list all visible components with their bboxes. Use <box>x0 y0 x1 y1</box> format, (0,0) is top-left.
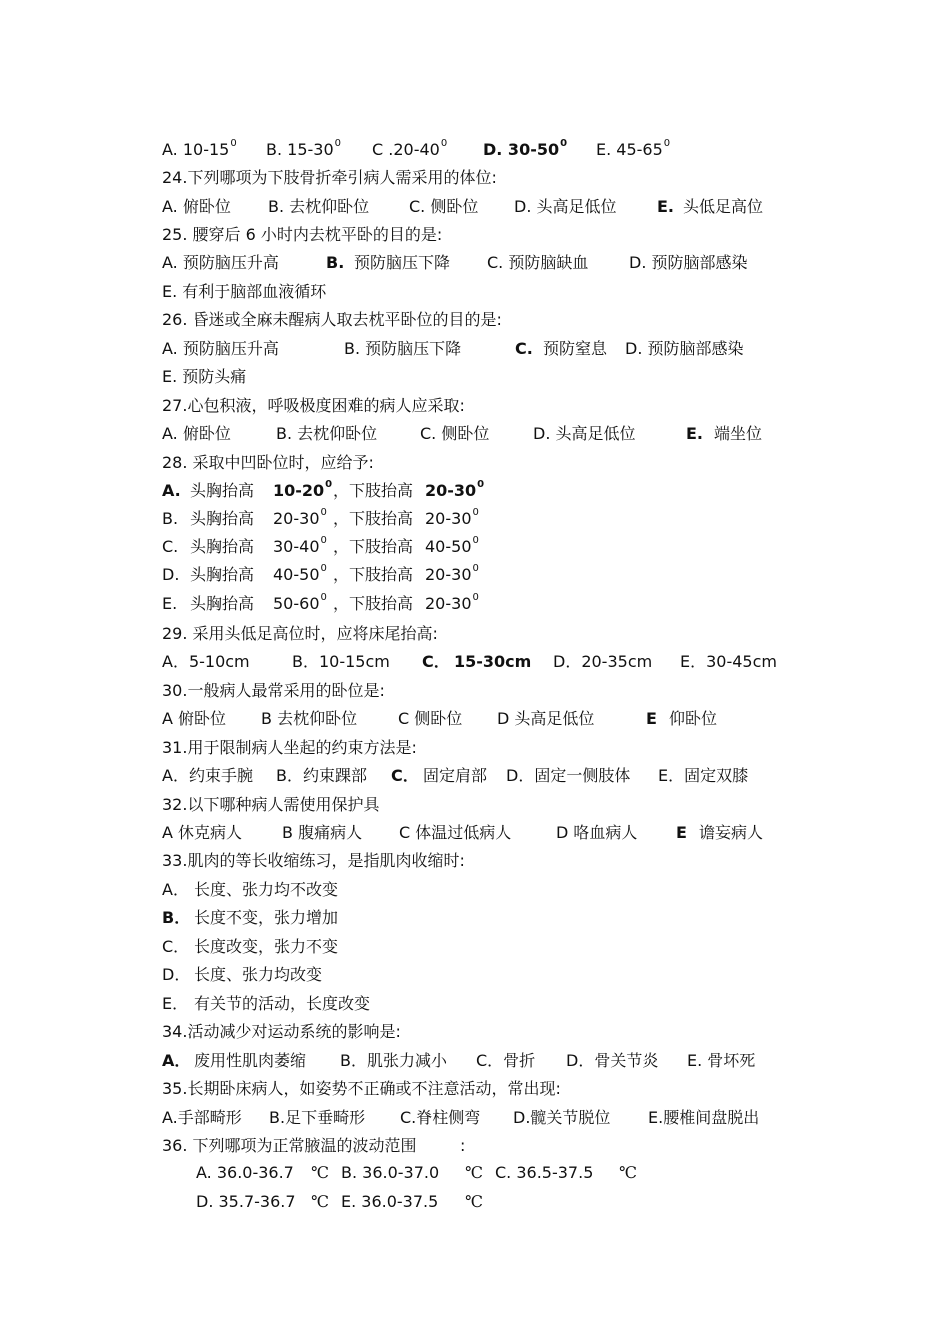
q27-option-a: A. 俯卧位 <box>162 424 231 443</box>
q35-option-e: E.腰椎间盘脱出 <box>648 1108 760 1127</box>
q36-stem: 36. 下列哪项为正常腋温的波动范围 <box>162 1136 417 1155</box>
q35-option-a: A.手部畸形 <box>162 1108 242 1127</box>
head-angle: $20-30^0$ <box>273 507 327 528</box>
q33-stem: 33.肌肉的等长收缩练习，是指肌肉收缩时: <box>162 851 465 870</box>
q36-unit-c: ℃ <box>619 1163 637 1182</box>
head-angle: $10-20^0$ <box>273 479 333 500</box>
option-text: 长度、张力均不改变 <box>194 880 339 899</box>
degree-mark: 0 <box>440 138 448 149</box>
q31-option-e: E．固定双膝 <box>658 766 749 785</box>
degree-mark: 0 <box>560 138 568 149</box>
q25-option-d: D. 预防脑部感染 <box>629 253 748 272</box>
q34-option-d: D．骨关节炎 <box>566 1051 659 1070</box>
degree-mark: 0 <box>334 138 342 149</box>
q36-unit-a: ℃ <box>311 1163 329 1182</box>
q26-option-c-text: 预防窒息 <box>543 339 608 358</box>
q23-option-e <box>596 140 670 163</box>
q34-option-b: B．肌张力减小 <box>340 1051 447 1070</box>
q27-option-c: C. 侧卧位 <box>420 424 490 443</box>
q26-option-e: E. 预防头痛 <box>162 367 247 386</box>
q30-option-e-text: 仰卧位 <box>669 709 718 728</box>
head-angle: $40-50^0$ <box>273 563 327 584</box>
option-text: 头胸抬高 <box>190 565 255 584</box>
option-text: 长度改变，张力不变 <box>194 937 339 956</box>
q34-option-c: C．骨折 <box>476 1051 536 1070</box>
head-angle: $50-60^0$ <box>273 592 327 613</box>
q34-option-a-text: 废用性肌肉萎缩 <box>194 1051 307 1070</box>
option-text: B. 15-30 <box>266 140 334 159</box>
leg-angle: $20-30^0$ <box>425 563 479 584</box>
q36-unit-b: ℃ <box>465 1163 483 1182</box>
option-text: C .20-40 <box>372 140 440 159</box>
q32-option-b: B 腹痛病人 <box>282 823 363 842</box>
option-text-mid: ，下肢抬高 <box>333 481 414 500</box>
option-text: E. 45-65 <box>596 140 663 159</box>
option-letter: D． <box>162 965 191 984</box>
q24-option-e-letter: E. <box>657 197 675 216</box>
option-text-mid: ，下肢抬高 <box>333 537 414 556</box>
degree-mark: 0 <box>663 138 671 149</box>
leg-angle: $20-30^0$ <box>425 479 485 500</box>
q24-option-b: B. 去枕仰卧位 <box>268 197 370 216</box>
q31-option-c-text: 固定肩部 <box>423 766 488 785</box>
q30-option-e-letter: E <box>646 709 657 728</box>
option-text: 有关节的活动，长度改变 <box>194 994 371 1013</box>
leg-angle: $40-50^0$ <box>425 535 479 556</box>
q24-option-d: D. 头高足低位 <box>514 197 617 216</box>
q27-stem: 27.心包积液，呼吸极度困难的病人应采取: <box>162 396 465 415</box>
q36-unit-e: ℃ <box>465 1192 483 1211</box>
q26-option-c-letter: C. <box>515 339 533 358</box>
q34-option-e: E. 骨坏死 <box>687 1051 756 1070</box>
option-letter: B． <box>162 908 191 927</box>
q31-stem: 31.用于限制病人坐起的约束方法是: <box>162 738 417 757</box>
degree-mark: 0 <box>230 138 237 149</box>
q30-option-c: C 侧卧位 <box>398 709 463 728</box>
leg-angle: $20-30^0$ <box>425 507 479 528</box>
q26-option-a: A. 预防脑压升高 <box>162 339 279 358</box>
q31-option-c-letter: C． <box>391 766 419 785</box>
option-letter: C. <box>162 537 179 556</box>
q24-option-a: A. 俯卧位 <box>162 197 231 216</box>
option-text: A. 10-15 <box>162 140 230 159</box>
option-text: D. 30-50 <box>483 140 560 159</box>
q29-option-c-text: 15-30cm <box>454 652 532 671</box>
q26-option-b: B. 预防脑压下降 <box>344 339 462 358</box>
q29-option-b: B．10-15cm <box>292 652 390 671</box>
q26-option-d: D. 预防脑部感染 <box>625 339 744 358</box>
q30-stem: 30.一般病人最常采用的卧位是: <box>162 681 385 700</box>
q24-stem: 24.下列哪项为下肢骨折牵引病人需采用的体位: <box>162 168 497 187</box>
q36-colon: : <box>460 1136 466 1155</box>
q25-option-e: E. 有利于脑部血液循环 <box>162 282 327 301</box>
q29-option-e: E．30-45cm <box>680 652 777 671</box>
q36-option-d: D. 35.7-36.7 <box>196 1192 296 1211</box>
option-text: 长度不变，张力增加 <box>194 908 339 927</box>
q30-option-b: B 去枕仰卧位 <box>261 709 358 728</box>
option-letter: A． <box>162 880 189 899</box>
q23-option-c <box>372 140 447 163</box>
q36-option-e: E. 36.0-37.5 <box>341 1192 439 1211</box>
q36-unit-d: ℃ <box>311 1192 329 1211</box>
q30-option-a: A 俯卧位 <box>162 709 227 728</box>
head-angle: $30-40^0$ <box>273 535 327 556</box>
q32-stem: 32.以下哪种病人需使用保护具 <box>162 795 380 814</box>
q30-option-d: D 头高足低位 <box>497 709 595 728</box>
q35-option-d: D.髋关节脱位 <box>513 1108 611 1127</box>
q34-option-a-letter: A． <box>162 1051 191 1070</box>
option-text-mid: ，下肢抬高 <box>333 594 414 613</box>
q36-option-c: C. 36.5-37.5 <box>495 1163 594 1182</box>
q35-option-b: B.足下垂畸形 <box>269 1108 366 1127</box>
q29-option-a: A．5-10cm <box>162 652 250 671</box>
option-text-mid: ，下肢抬高 <box>333 509 414 528</box>
q27-option-e-text: 端坐位 <box>714 424 763 443</box>
q29-option-c-letter: C． <box>422 652 450 671</box>
leg-angle: $20-30^0$ <box>425 592 479 613</box>
q32-option-e-letter: E <box>676 823 687 842</box>
option-text: 长度、张力均改变 <box>194 965 323 984</box>
option-text-mid: ，下肢抬高 <box>333 565 414 584</box>
q36-option-b: B. 36.0-37.0 <box>341 1163 440 1182</box>
q31-option-a: A．约束手腕 <box>162 766 253 785</box>
q36-option-a: A. 36.0-36.7 <box>196 1163 294 1182</box>
q32-option-e-text: 谵妄病人 <box>699 823 764 842</box>
q29-option-d: D．20-35cm <box>553 652 653 671</box>
q23-option-a <box>162 140 237 163</box>
option-letter: A. <box>162 481 181 500</box>
q23-option-d <box>483 140 567 163</box>
q23-option-b <box>266 140 341 163</box>
q31-option-b: B．约束踝部 <box>276 766 367 785</box>
q25-stem: 25. 腰穿后 6 小时内去枕平卧的目的是: <box>162 225 443 244</box>
q26-stem: 26. 昏迷或全麻未醒病人取去枕平卧位的目的是: <box>162 310 502 329</box>
option-text: 头胸抬高 <box>190 594 255 613</box>
option-text: 头胸抬高 <box>190 481 255 500</box>
q35-stem: 35.长期卧床病人，如姿势不正确或不注意活动，常出现: <box>162 1079 561 1098</box>
q29-stem: 29. 采用头低足高位时，应将床尾抬高: <box>162 624 438 643</box>
q27-option-e-letter: E. <box>686 424 704 443</box>
q25-option-b-text: 预防脑压下降 <box>354 253 451 272</box>
q32-option-a: A 休克病人 <box>162 823 243 842</box>
q25-option-a: A. 预防脑压升高 <box>162 253 279 272</box>
q35-option-c: C.脊柱侧弯 <box>400 1108 481 1127</box>
q32-option-d: D 咯血病人 <box>556 823 638 842</box>
option-text: 头胸抬高 <box>190 509 255 528</box>
option-letter: E. <box>162 594 178 613</box>
q34-stem: 34.活动减少对运动系统的影响是: <box>162 1022 401 1041</box>
option-letter: D. <box>162 565 180 584</box>
q24-option-e-text: 头低足高位 <box>683 197 764 216</box>
q25-option-b-letter: B. <box>326 253 345 272</box>
q25-option-c: C. 预防脑缺血 <box>487 253 589 272</box>
q24-option-c: C. 侧卧位 <box>409 197 479 216</box>
q32-option-c: C 体温过低病人 <box>399 823 512 842</box>
option-letter: E． <box>162 994 189 1013</box>
q27-option-d: D. 头高足低位 <box>533 424 636 443</box>
q31-option-d: D．固定一侧肢体 <box>506 766 631 785</box>
option-letter: C． <box>162 937 190 956</box>
q27-option-b: B. 去枕仰卧位 <box>276 424 378 443</box>
q28-stem: 28. 采取中凹卧位时，应给予: <box>162 453 374 472</box>
option-letter: B. <box>162 509 179 528</box>
option-text: 头胸抬高 <box>190 537 255 556</box>
